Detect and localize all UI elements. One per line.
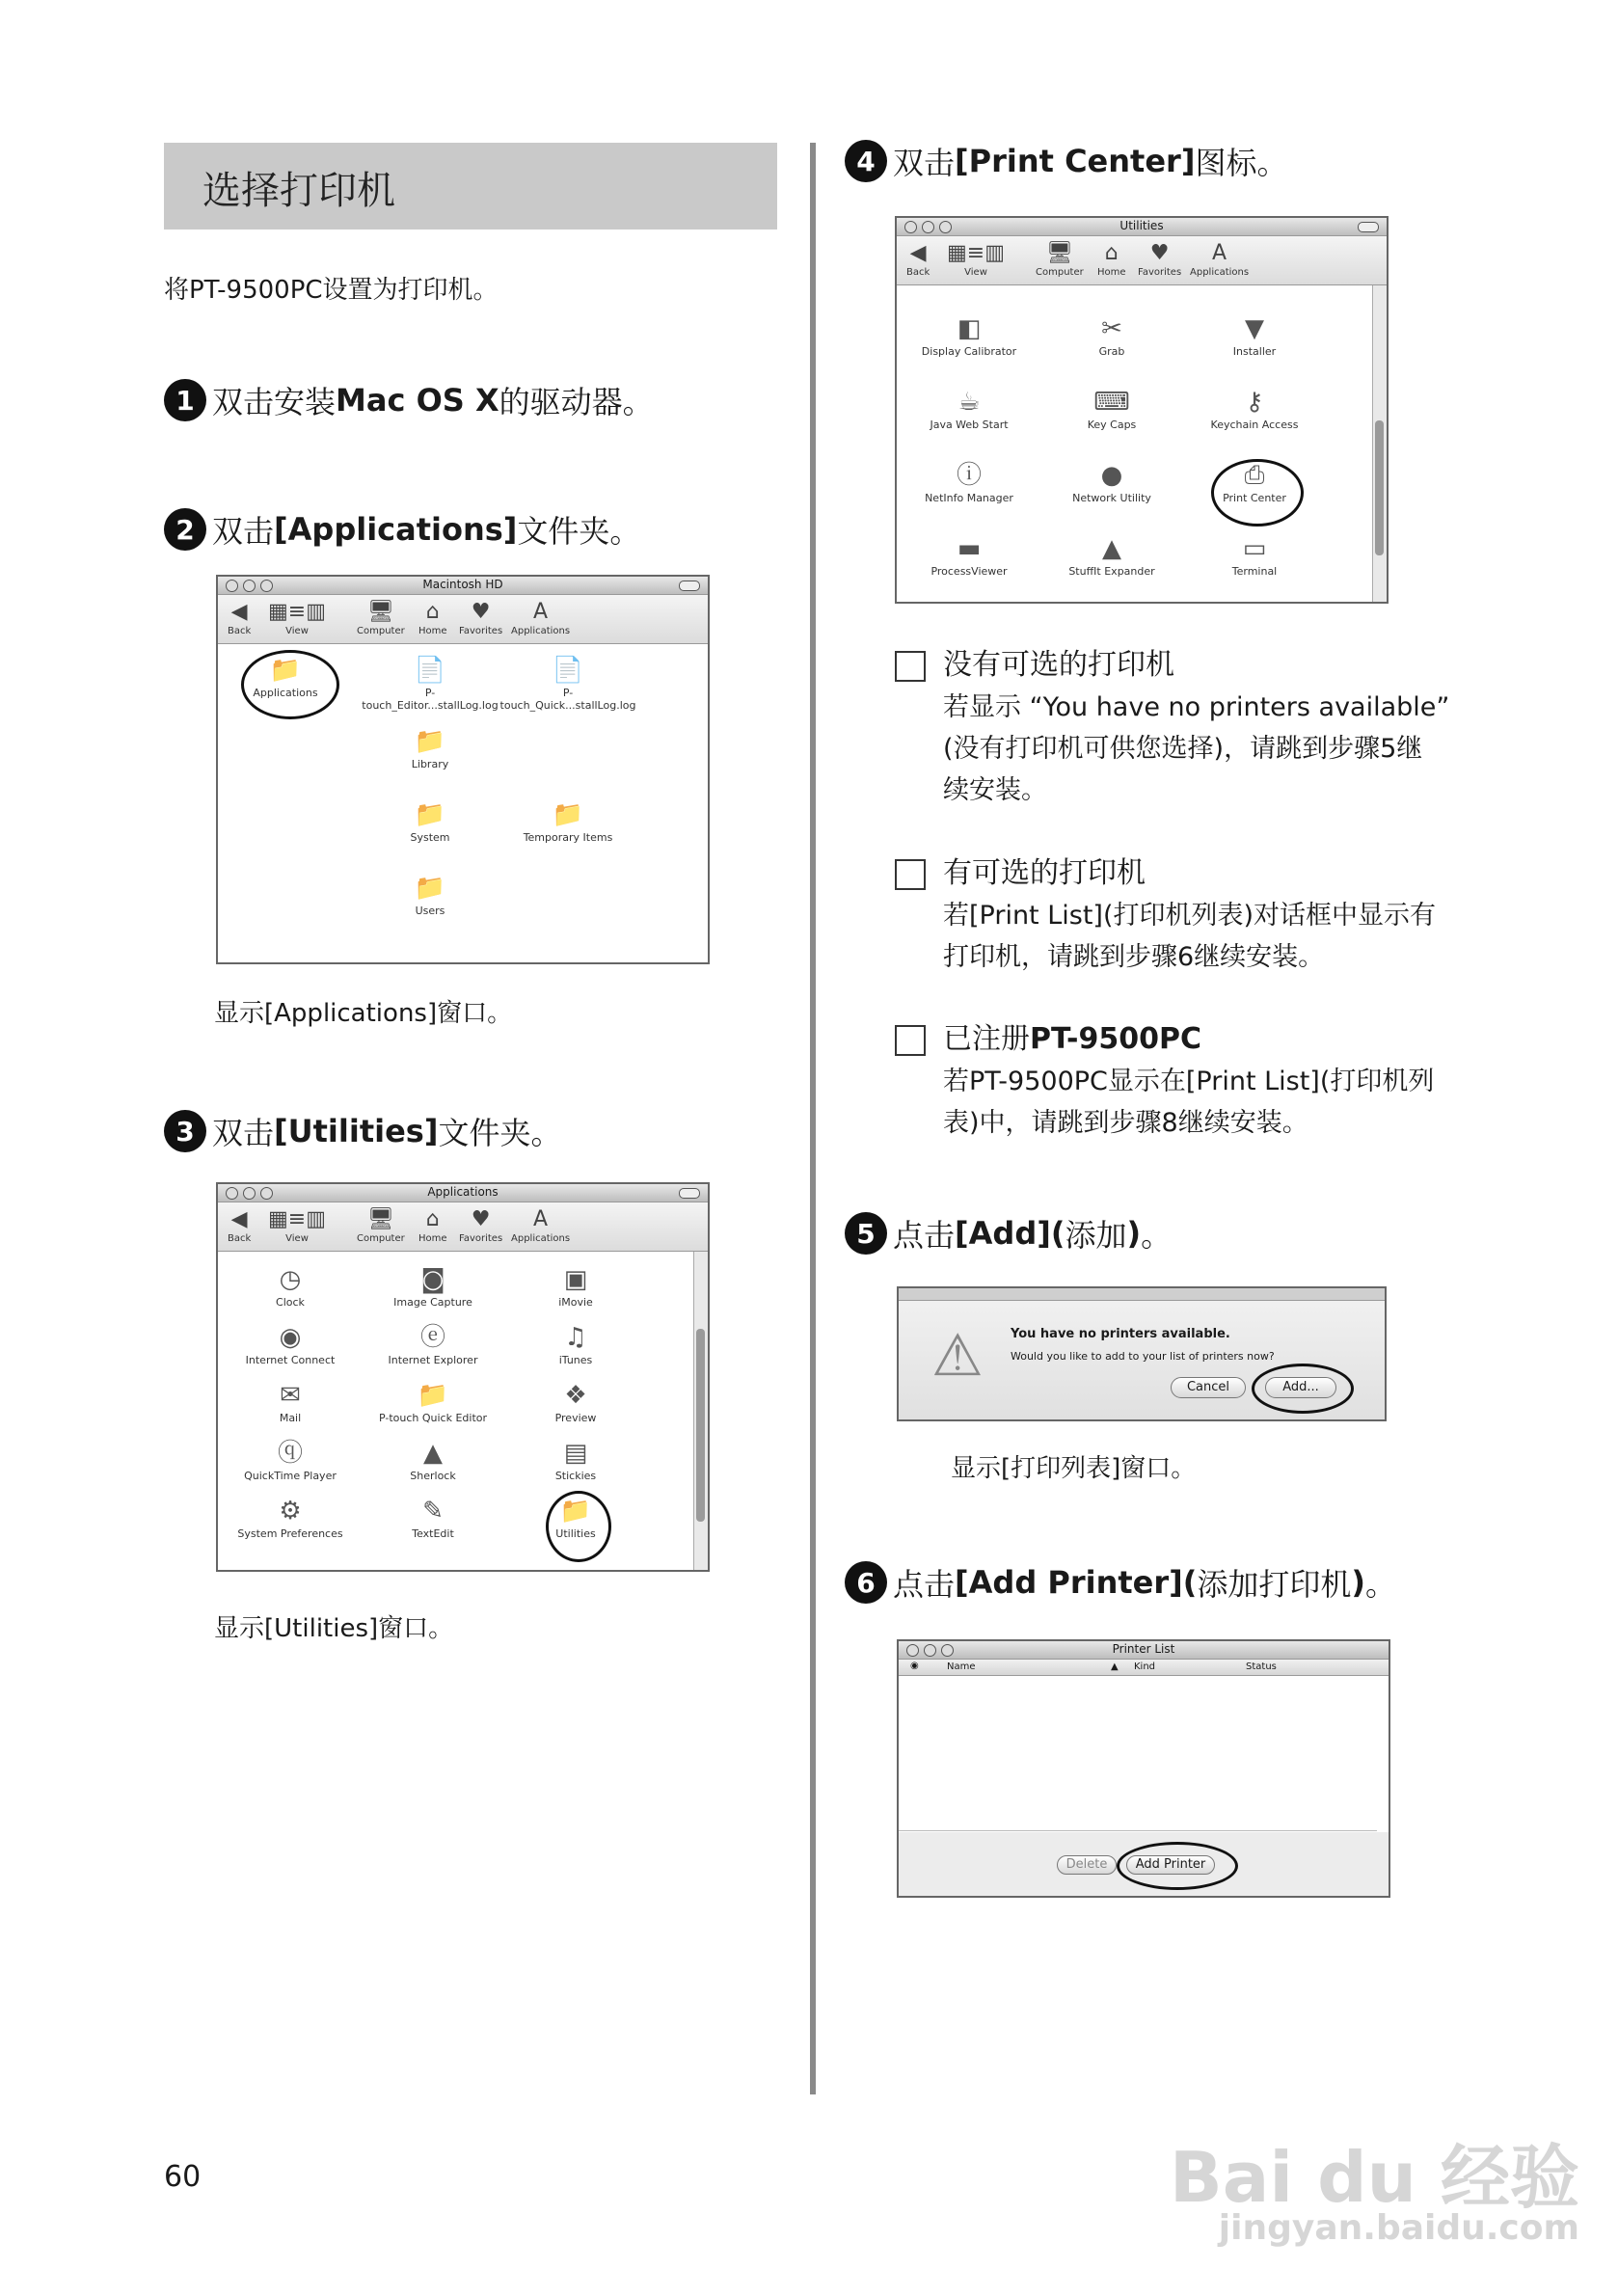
no-printers-dialog (897, 1286, 1387, 1421)
step-number: 4 (845, 140, 887, 182)
highlight-circle (1117, 1842, 1238, 1890)
step-3: 3 双击 [Utilities] 文件夹。 (164, 1109, 561, 1153)
vertical-scrollbar[interactable] (1372, 285, 1387, 602)
toolbar-toggle-icon[interactable] (679, 581, 700, 591)
folder-library[interactable]: 📁 Library (358, 725, 502, 770)
app-clock[interactable]: ◷ Clock (218, 1263, 363, 1309)
app-imovie[interactable]: ▣ iMovie (503, 1263, 648, 1309)
section-title: 选择打印机 (202, 169, 395, 213)
util-stuffit-expander[interactable]: ▲ StuffIt Expander (1039, 532, 1184, 578)
view-button[interactable]: ▦≡▥ View (268, 1207, 327, 1244)
toolbar-toggle-icon[interactable] (679, 1188, 700, 1199)
util-installer[interactable]: ▼ Installer (1182, 312, 1327, 358)
highlight-circle (546, 1491, 611, 1562)
folder-icon: 📁 (269, 656, 302, 685)
key-icon: ⚷ (1245, 388, 1264, 417)
printer-list-header (899, 1660, 1389, 1676)
folder-utilities[interactable]: 📁 Utilities (503, 1495, 648, 1540)
music-icon: ♫ (564, 1323, 587, 1352)
util-key-caps[interactable]: ⌨ Key Caps (1039, 386, 1184, 431)
column-name[interactable]: Name (947, 1661, 976, 1672)
globe-icon: ⓔ (419, 1323, 445, 1352)
home-button[interactable]: ⌂ Home (418, 1207, 447, 1244)
computer-icon: 🖥 (366, 600, 394, 624)
util-print-center[interactable]: ⎙ Print Center (1182, 459, 1327, 504)
home-icon: ⌂ (425, 1207, 440, 1231)
option-has-printers: 有可选的打印机 若[Print List](打印机列表)对话框中显示有 打印机，请跳到步骤6继续安装。 (895, 849, 1473, 978)
calibrator-icon: ◧ (957, 314, 982, 343)
section-title-bar (164, 143, 777, 230)
window-title: Utilities (1119, 219, 1164, 232)
page-number: 60 (164, 2160, 202, 2194)
step-number: 1 (164, 379, 206, 421)
highlight-circle (241, 650, 339, 719)
window-title: Macintosh HD (422, 578, 503, 591)
applications-icon: A (533, 1207, 549, 1231)
sort-icon: ▲ (1111, 1661, 1119, 1672)
document-icon: 📄 (552, 656, 584, 685)
favorites-button[interactable]: ♥ Favorites (459, 600, 503, 636)
option-registered: 已注册PT-9500PC 若PT-9500PC显示在[Print List](打印机列 表)中，请跳到步骤8继续安装。 (895, 1014, 1473, 1144)
cancel-button[interactable]: Cancel (1171, 1377, 1246, 1398)
add-printer-button[interactable]: Add Printer (1126, 1855, 1215, 1875)
computer-icon: 🖥 (1045, 241, 1073, 265)
preview-icon: ❖ (564, 1381, 587, 1410)
checkbox-icon (895, 1025, 926, 1056)
computer-icon: 🖥 (366, 1207, 394, 1231)
column-status[interactable]: Status (1246, 1661, 1277, 1672)
util-netinfo-manager[interactable]: ⓘ NetInfo Manager (897, 459, 1041, 504)
printer-icon: ⎙ (1244, 461, 1265, 490)
applications-button[interactable]: A Applications (1190, 241, 1250, 278)
app-preview[interactable]: ❖ Preview (503, 1379, 648, 1424)
caption-applications: 显示[Applications]窗口。 (214, 999, 513, 1028)
back-button[interactable]: ◀ Back (906, 241, 930, 278)
vertical-scrollbar[interactable] (693, 1252, 708, 1570)
dialog-heading: You have no printers available. (1011, 1327, 1230, 1341)
folder-icon: 📁 (414, 800, 446, 829)
heart-icon: ♥ (1149, 241, 1170, 265)
column-divider (810, 143, 816, 2094)
watermark-brand: Bai du 经验 (1169, 2137, 1579, 2218)
file-touch-editor-log[interactable]: 📄 P- touch_Editor...stallLog.log (358, 654, 502, 712)
folder-icon: 📁 (552, 800, 584, 829)
folder-temporary-items[interactable]: 📁 Temporary Items (496, 798, 640, 844)
textedit-icon: ✎ (422, 1497, 444, 1526)
favorites-button[interactable]: ♥ Favorites (459, 1207, 503, 1244)
app-system-preferences[interactable]: ⚙ System Preferences (218, 1495, 363, 1540)
view-button[interactable]: ▦≡▥ View (268, 600, 327, 636)
back-icon: ◀ (230, 600, 248, 624)
highlight-circle (1252, 1364, 1354, 1414)
applications-button[interactable]: A Applications (511, 1207, 571, 1244)
folder-system[interactable]: 📁 System (358, 798, 502, 844)
app-mail[interactable]: ✉ Mail (218, 1379, 363, 1424)
add-button[interactable]: Add... (1265, 1377, 1336, 1398)
folder-applications[interactable]: 📁 Applications (216, 654, 358, 699)
util-display-calibrator[interactable]: ◧ Display Calibrator (897, 312, 1041, 358)
app-internet-explorer[interactable]: ⓔ Internet Explorer (361, 1321, 505, 1366)
info-icon: ⓘ (956, 461, 982, 490)
java-icon: ☕ (957, 388, 981, 417)
caption-utilities: 显示[Utilities]窗口。 (214, 1614, 454, 1643)
back-icon: ◀ (909, 241, 927, 265)
sherlock-icon: ▲ (423, 1439, 443, 1468)
view-button[interactable]: ▦≡▥ View (947, 241, 1006, 278)
quicktime-icon: ⓠ (277, 1439, 303, 1468)
home-icon: ⌂ (1104, 241, 1119, 265)
checkbox-icon (895, 651, 926, 682)
computer-button[interactable]: 🖥 Computer (1036, 241, 1084, 278)
util-java-web-start[interactable]: ☕ Java Web Start (897, 386, 1041, 431)
warning-printer-icon: ⚠ (931, 1322, 984, 1390)
step-4: 4 双击 [Print Center] 图标。 (845, 139, 1287, 183)
checkbox-icon (895, 859, 926, 890)
dialog-body: Would you like to add to your list of printers now? (1011, 1350, 1275, 1363)
highlight-circle (1211, 459, 1304, 527)
terminal-icon: ▭ (1242, 534, 1267, 563)
app-ptouch-quick-editor[interactable]: 📁 P-touch Quick Editor (361, 1379, 505, 1424)
back-button[interactable]: ◀ Back (228, 1207, 252, 1244)
folder-icon: 📁 (414, 874, 446, 903)
view-icon: ▦≡▥ (947, 241, 1006, 265)
toolbar-toggle-icon[interactable] (1358, 222, 1379, 232)
applications-icon: A (1212, 241, 1227, 265)
step-2: 2 双击 [Applications] 文件夹。 (164, 507, 640, 552)
process-icon: ▬ (957, 534, 982, 563)
applications-window (216, 1182, 710, 1572)
home-button[interactable]: ⌂ Home (1097, 241, 1126, 278)
mail-icon: ✉ (280, 1381, 301, 1410)
folder-users[interactable]: 📁 Users (358, 872, 502, 917)
step-number: 6 (845, 1561, 887, 1604)
clock-icon: ◷ (279, 1265, 302, 1294)
keyboard-icon: ⌨ (1093, 388, 1130, 417)
step-6: 6 点击 [Add Printer]( 添加打印机 ) 。 (845, 1560, 1396, 1605)
app-internet-connect[interactable]: ◉ Internet Connect (218, 1321, 363, 1366)
installer-icon: ▼ (1245, 314, 1264, 343)
preferences-icon: ⚙ (279, 1497, 302, 1526)
camera-icon: ◙ (420, 1265, 445, 1294)
heart-icon: ♥ (471, 600, 491, 624)
back-button[interactable]: ◀ Back (228, 600, 252, 636)
app-stickies[interactable]: ▤ Stickies (503, 1437, 648, 1482)
clapper-icon: ▣ (563, 1265, 588, 1294)
default-indicator-icon: ◉ (910, 1661, 919, 1671)
computer-button[interactable]: 🖥 Computer (357, 1207, 405, 1244)
printer-list-table[interactable] (899, 1676, 1377, 1831)
applications-button[interactable]: A Applications (511, 600, 571, 636)
stuffit-icon: ▲ (1102, 534, 1121, 563)
grab-icon: ✂ (1101, 314, 1122, 343)
folder-icon: 📁 (559, 1497, 592, 1526)
favorites-button[interactable]: ♥ Favorites (1138, 241, 1182, 278)
view-icon: ▦≡▥ (268, 600, 327, 624)
utilities-window (895, 216, 1389, 604)
printer-list-window (897, 1639, 1390, 1898)
back-icon: ◀ (230, 1207, 248, 1231)
watermark-url: jingyan.baidu.com (1218, 2208, 1579, 2248)
network-icon: ◉ (279, 1323, 302, 1352)
util-keychain-access[interactable]: ⚷ Keychain Access (1182, 386, 1327, 431)
macintosh-hd-window (216, 575, 710, 964)
step-number: 5 (845, 1212, 887, 1255)
util-grab[interactable]: ✂ Grab (1039, 312, 1184, 358)
notes-icon: ▤ (563, 1439, 588, 1468)
step-5: 5 点击 [Add]( 添加 ) 。 (845, 1211, 1172, 1256)
caption-printlist: 显示[打印列表]窗口。 (951, 1454, 1197, 1483)
globe-icon: ● (1100, 461, 1123, 490)
app-textedit[interactable]: ✎ TextEdit (361, 1495, 505, 1540)
applications-icon: A (533, 600, 549, 624)
window-title: Printer List (1112, 1642, 1175, 1656)
computer-button[interactable]: 🖥 Computer (357, 600, 405, 636)
app-quicktime-player[interactable]: ⓠ QuickTime Player (218, 1437, 363, 1482)
delete-button[interactable]: Delete (1057, 1855, 1117, 1875)
step-1: 1 双击安装 Mac OS X 的驱动器。 (164, 378, 654, 422)
home-button[interactable]: ⌂ Home (418, 600, 447, 636)
view-icon: ▦≡▥ (268, 1207, 327, 1231)
document-icon: 📄 (414, 656, 446, 685)
folder-icon: 📁 (417, 1381, 449, 1410)
option-no-printers: 没有可选的打印机 若显示 “You have no printers available” (没有打印机可供您选择)，请跳到步骤5继 续安装。 (895, 640, 1473, 811)
heart-icon: ♥ (471, 1207, 491, 1231)
util-network-utility[interactable]: ● Network Utility (1039, 459, 1184, 504)
step-number: 3 (164, 1110, 206, 1152)
step-number: 2 (164, 508, 206, 551)
app-image-capture[interactable]: ◙ Image Capture (361, 1263, 505, 1309)
folder-icon: 📁 (414, 727, 446, 756)
util-terminal[interactable]: ▭ Terminal (1182, 532, 1327, 578)
intro-text: 将PT-9500PC设置为打印机。 (164, 276, 499, 305)
home-icon: ⌂ (425, 600, 440, 624)
app-itunes[interactable]: ♫ iTunes (503, 1321, 648, 1366)
util-processviewer[interactable]: ▬ ProcessViewer (897, 532, 1041, 578)
file-touch-quick-log[interactable]: 📄 P- touch_Quick...stallLog.log (496, 654, 640, 712)
app-sherlock[interactable]: ▲ Sherlock (361, 1437, 505, 1482)
window-title: Applications (427, 1185, 499, 1199)
column-kind[interactable]: Kind (1134, 1661, 1156, 1672)
